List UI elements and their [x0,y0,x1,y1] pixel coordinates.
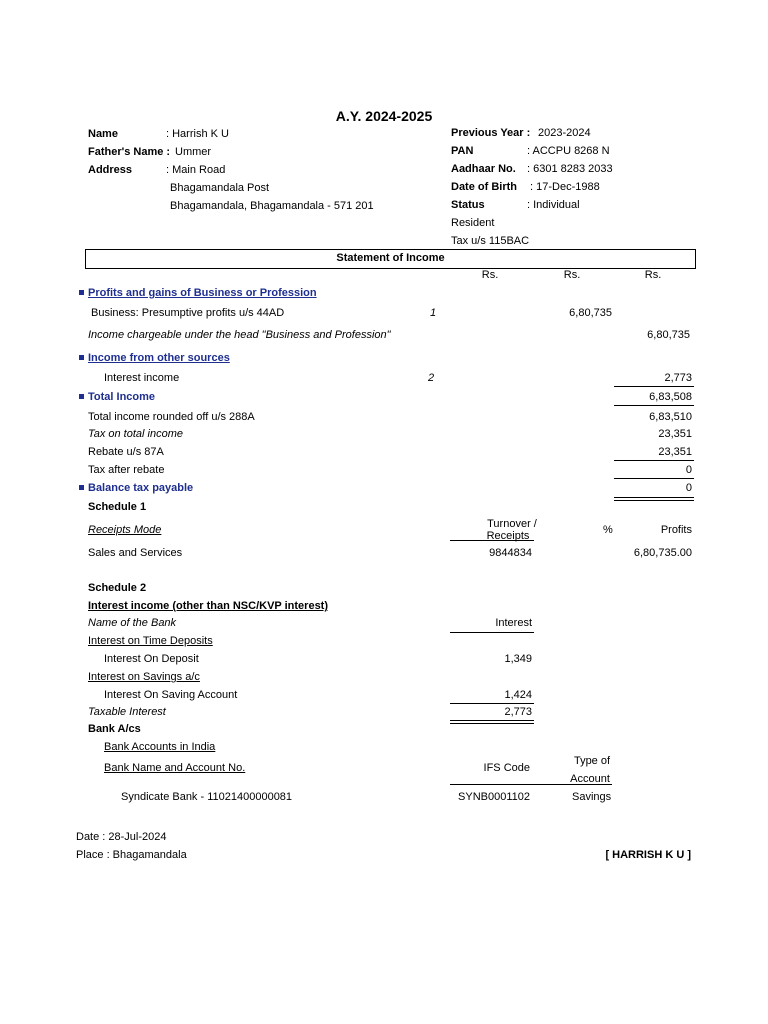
tax-after-rebate-label: Tax after rebate [88,464,165,476]
bank-accounts-title: Bank A/cs [88,723,141,735]
footer-place: Place : Bhagamandala [76,849,187,861]
divider [450,632,534,633]
balance-tax-amount: 0 [685,482,692,494]
schedule2-interest-header: Interest [495,617,532,629]
dob-label: Date of Birth [451,181,517,193]
bank-row-ifs: SYNB0001102 [458,791,530,803]
schedule2-bank-header: Name of the Bank [88,617,177,629]
other-sources-heading: Income from other sources [88,352,230,364]
address-label: Address [88,164,133,176]
schedule1-turnover-header-1: Turnover / [487,518,537,530]
double-divider [450,720,534,724]
address-line-3: Bhagamandala, Bhagamandala - 571 201 [170,200,374,212]
tax-on-income-label: Tax on total income [88,428,183,440]
schedule1-row-label: Sales and Services [88,547,183,559]
business-line-label: Business: Presumptive profits u/s 44AD [91,307,285,319]
schedule2-title: Schedule 2 [88,582,147,594]
ifs-code-header: IFS Code [483,762,530,774]
taxable-interest-amount: 2,773 [504,706,532,718]
bullet-icon [79,394,84,399]
bank-row-type: Savings [572,791,612,803]
name-value: : Harrish K U [166,128,229,140]
father-name-value: Ummer [175,146,212,158]
status-label: Status [451,199,485,211]
previous-year-value: 2023-2024 [538,127,591,139]
divider [614,386,694,387]
interest-income-amount: 2,773 [664,372,692,384]
bank-accounts-subtitle: Bank Accounts in India [104,741,216,753]
bullet-icon [79,355,84,360]
dob-value: : 17-Dec-1988 [530,181,600,193]
divider [614,405,694,406]
rounded-income-amount: 6,83,510 [649,411,692,423]
business-chargeable-amount: 6,80,735 [647,329,690,341]
pan-value: : ACCPU 8268 N [527,145,610,157]
aadhaar-label: Aadhaar No. [451,163,516,175]
bank-name-header: Bank Name and Account No. [104,762,246,774]
schedule1-title: Schedule 1 [88,501,147,513]
double-divider [614,497,694,501]
saving-account-label: Interest On Saving Account [104,689,238,701]
saving-account-amount: 1,424 [504,689,532,701]
account-type-header-1: Type of [573,755,611,767]
pan-label: PAN [451,145,474,157]
status-value: : Individual [527,199,580,211]
tax-after-rebate-amount: 0 [685,464,692,476]
tax-regime: Tax u/s 115BAC [451,235,530,247]
tax-on-income-amount: 23,351 [658,428,692,440]
schedule1-turnover-header-2: Receipts [486,530,530,542]
interest-income-ref: 2 [428,372,435,384]
taxable-interest-label: Taxable Interest [88,706,166,718]
father-name-label: Father's Name : [88,146,171,158]
account-type-header-2: Account [570,773,610,785]
business-heading: Profits and gains of Business or Profession [88,287,317,299]
col-header-1: Rs. [481,269,499,281]
address-line-1: : Main Road [166,164,226,176]
total-income-amount: 6,83,508 [649,391,692,403]
total-income-label: Total Income [88,391,156,403]
aadhaar-value: : 6301 8283 2033 [527,163,613,175]
address-line-2: Bhagamandala Post [170,182,270,194]
footer-date: Date : 28-Jul-2024 [76,831,167,843]
previous-year-label: Previous Year : [451,127,531,139]
residency-status: Resident [451,217,495,229]
savings-label: Interest on Savings a/c [88,671,200,683]
divider [614,460,694,461]
schedule1-pct-header: % [603,524,613,536]
schedule1-row-turnover: 9844834 [489,547,532,559]
divider [450,703,534,704]
deposit-amount: 1,349 [504,653,532,665]
divider [450,784,612,785]
rounded-income-label: Total income rounded off u/s 288A [88,411,255,423]
divider [450,540,534,541]
bank-row-name: Syndicate Bank - 11021400000081 [121,791,293,803]
deposit-label: Interest On Deposit [104,653,199,665]
business-line-amount: 6,80,735 [569,307,612,319]
interest-income-label: Interest income [104,372,180,384]
balance-tax-label: Balance tax payable [88,482,194,494]
schedule1-mode-header: Receipts Mode [88,524,162,536]
schedule2-subtitle: Interest income (other than NSC/KVP interest) [88,600,329,612]
name-label: Name [88,128,118,140]
schedule1-profits-header: Profits [660,524,692,536]
assessment-year-title: A.Y. 2024-2025 [335,108,433,124]
bullet-icon [79,290,84,295]
bullet-icon [79,485,84,490]
statement-title: Statement of Income [336,252,445,264]
time-deposits-label: Interest on Time Deposits [88,635,213,647]
col-header-3: Rs. [644,269,662,281]
col-header-2: Rs. [563,269,581,281]
rebate-label: Rebate u/s 87A [88,446,164,458]
business-chargeable-label: Income chargeable under the head "Business and Profession" [88,329,391,341]
footer-signature: [ HARRISH K U ] [605,849,691,861]
business-line-ref: 1 [430,307,437,319]
divider [614,478,694,479]
schedule1-row-profits: 6,80,735.00 [633,547,692,559]
rebate-amount: 23,351 [658,446,692,458]
